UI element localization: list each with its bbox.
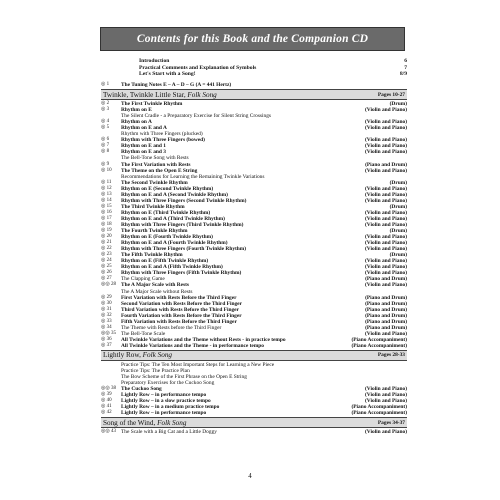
cd-track-icon: ◎ 4 (101, 119, 110, 125)
cd-track-icon: ◎ 23 (101, 252, 112, 258)
toc-entry-title: The A Major Scale without Rests (121, 288, 193, 295)
toc-entry-accompaniment: (Violin and Piano) (364, 143, 407, 150)
toc-entry-title: The Fourth Twinkle Rhythm (121, 228, 188, 235)
toc-list (101, 82, 407, 435)
cd-track-icon: ◎ 27 (101, 276, 112, 282)
toc-entry-title: Fifth Variation with Rests Before the Third Finger (121, 318, 237, 325)
page-number: 4 (248, 472, 252, 480)
section-genre: Folk Song (187, 90, 217, 99)
cd-track-icon: ◎ 19 (101, 228, 112, 234)
cd-track-icon: ◎ 17 (101, 215, 112, 221)
cd-track-icon: ◎ 41 (101, 404, 112, 410)
cd-track-icon: ◎ 18 (101, 221, 112, 227)
section-genre: Folk Song (142, 351, 173, 360)
toc-entry-title: Lightly Row – in performance tempo (121, 392, 207, 399)
toc-entry-accompaniment: (Violin and Piano) (364, 221, 407, 228)
toc-entry-title: The Clapping Game (121, 276, 165, 283)
toc-entry-title: Rhythm with Three Fingers (plucked) (121, 131, 203, 138)
toc-entry-title: Rhythm on E (Second Twinkle Rhythm) (121, 185, 214, 192)
toc-entry-accompaniment: (Violin and Piano) (364, 246, 407, 253)
toc-entry-accompaniment: (Piano and Drum) (365, 300, 407, 307)
toc-entry-accompaniment: (Piano and Drum) (365, 306, 407, 313)
cd-track-icon: ◎ 5 (101, 125, 110, 131)
cd-track-icon: ◎ 29 (101, 294, 112, 300)
toc-entry-title: Rhythm on E and 1 (121, 143, 166, 150)
toc-entry-title: The Second Twinkle Rhythm (121, 179, 188, 186)
page-title: Contents for this Book and the Companion CD (136, 33, 369, 45)
cd-track-icon: ◎ 7 (101, 143, 110, 149)
toc-row (101, 410, 407, 416)
section-genre: Folk Song (157, 418, 187, 427)
toc-entry-accompaniment: (Drum) (389, 203, 407, 210)
cd-track-icon: ◎ 3 (101, 107, 110, 113)
cd-track-icon: ◎ 11 (101, 179, 112, 185)
intro-page: 6 (404, 58, 407, 64)
toc-entry-title: Rhythm on E and A (Third Twinkle Rhythm) (121, 215, 225, 222)
intro-row (139, 65, 407, 72)
cd-track-icon: ◎ 10 (101, 167, 112, 173)
toc-entry-title: All Twinkle Variations and the Theme without Rests - in practice tempo (121, 336, 286, 343)
cd-track-icon: ◎ 13 (101, 191, 112, 197)
toc-entry-title: Practice Tips: The Practice Plan (121, 368, 190, 375)
toc-entry-accompaniment: (Violin and Piano) (364, 107, 407, 114)
toc-entry-accompaniment: (Violin and Piano) (364, 386, 407, 393)
toc-entry-title: Rhythm on E and A (Fourth Twinkle Rhythm) (121, 240, 228, 247)
toc-entry-title: The First Twinkle Rhythm (121, 101, 183, 108)
toc-entry-title: Fourth Variation with Rests Before the Third Finger (121, 312, 242, 319)
section-header (101, 417, 407, 428)
toc-entry-title: Preparatory Exercises for the Cuckoo Song (121, 380, 215, 387)
toc-entry-title: The Bow Scheme of the First Phrase on the Open E String (121, 374, 247, 381)
cd-track-icon: ◎ 30 (101, 300, 112, 306)
toc-entry-accompaniment: (Piano Accompaniment) (351, 342, 407, 349)
toc-entry-title: Rhythm with Three Fingers (Second Twinkle Rhythm) (121, 197, 247, 204)
toc-entry-accompaniment: (Violin and Piano) (364, 209, 407, 216)
toc-entry-title: Lightly Row – in performance tempo (121, 410, 207, 417)
toc-entry-title: Rhythm on E (Fifth Twinkle Rhythm) (121, 258, 209, 265)
cd-track-icon: ◎◎ 28 (101, 282, 116, 288)
cd-track-icon: ◎ 9 (101, 161, 110, 167)
toc-entry-title: Lightly Row – in a slow practice tempo (121, 398, 211, 405)
toc-entry-accompaniment: (Violin and Piano) (364, 234, 407, 241)
toc-entry-accompaniment: (Violin and Piano) (364, 282, 407, 289)
section-header (101, 350, 407, 361)
toc-entry-accompaniment: (Violin and Piano) (364, 330, 407, 337)
section-header (101, 89, 407, 100)
cd-track-icon: ◎◎ 43 (101, 429, 116, 435)
toc-entry-title: The Bell-Tone Song with Rests (121, 155, 189, 162)
cd-track-icon: ◎◎ 38 (101, 386, 116, 392)
toc-entry-title: The First Variation with Rests (121, 161, 191, 168)
toc-entry-title: The Silent Cradle - a Preparatory Exercise for Silent String Crossings (121, 113, 272, 120)
toc-entry-accompaniment: (Violin and Piano) (364, 258, 407, 265)
toc-entry-accompaniment: (Piano and Drum) (365, 276, 407, 283)
intro-label: Let's Start with a Song! (139, 71, 196, 78)
toc-entry-title: Rhythm on E (121, 107, 152, 114)
toc-entry-accompaniment: (Piano and Drum) (365, 312, 407, 319)
cd-track-icon: ◎ 8 (101, 149, 110, 155)
toc-entry-title: Second Variation with Rests Before the Third Finger (121, 300, 242, 307)
section-pages: Pages 34-37 (377, 419, 405, 426)
cd-track-icon: ◎ 14 (101, 197, 112, 203)
toc-entry-title: Lightly Row – in a medium practice tempo (121, 404, 220, 411)
section-name: Song of the Wind, (103, 418, 156, 427)
toc-entry-accompaniment: (Violin and Piano) (364, 185, 407, 192)
toc-entry-title: The Cuckoo Song (121, 386, 162, 393)
title-banner (100, 27, 405, 51)
toc-entry-title: Rhythm on E (Third Twinkle Rhythm) (121, 209, 211, 216)
toc-entry-title: The Bell-Tone Scale (121, 330, 166, 337)
intro-row (139, 58, 407, 65)
cd-track-icon: ◎ 15 (101, 203, 112, 209)
toc-entry-accompaniment: (Drum) (389, 228, 407, 235)
intro-label: Practical Comments and Explanation of Symbols (139, 64, 257, 71)
toc-entry-accompaniment: (Piano Accompaniment) (351, 336, 407, 343)
cd-track-icon: ◎ 16 (101, 209, 112, 215)
toc-entry-accompaniment: (Violin and Piano) (364, 264, 407, 271)
toc-entry-accompaniment: (Violin and Piano) (364, 137, 407, 144)
toc-entry-accompaniment: (Violin and Piano) (364, 215, 407, 222)
toc-entry-title: The Scale with a Big Cat and a Little Doggy (121, 429, 217, 436)
cd-track-icon: ◎ 31 (101, 306, 112, 312)
cd-track-icon: ◎ 40 (101, 398, 112, 404)
cd-track-icon: ◎ 2 (101, 101, 110, 107)
toc-entry-title: Rhythm with Three Fingers (Fourth Twinkle Rhythm) (121, 246, 247, 253)
toc-row (101, 429, 407, 435)
intro-page: 7 (404, 64, 407, 71)
section-title (103, 351, 172, 359)
toc-entry-title: Practice Tips: The Ten Most Important Steps for Learning a New Piece (121, 361, 275, 368)
toc-entry-title: All Twinkle Variations and the Theme - in performance tempo (121, 342, 265, 349)
toc-entry-accompaniment: (Piano Accompaniment) (351, 410, 407, 417)
section-pages: Pages 28-33 (377, 352, 405, 359)
toc-entry-accompaniment: (Violin and Piano) (364, 191, 407, 198)
toc-entry-title: Rhythm on A (121, 119, 152, 126)
toc-entry-accompaniment: (Drum) (389, 101, 407, 108)
toc-entry-title: First Variation with Rests Before the Third Finger (121, 294, 237, 301)
cd-track-icon: ◎ 37 (101, 342, 112, 348)
toc-entry-title: Rhythm with Three Fingers (Third Twinkle Rhythm) (121, 221, 244, 228)
toc-entry-title: Recommendations for Learning the Remaining Twinkle Variations (121, 173, 265, 180)
toc-entry-title: Rhythm on E and 3 (121, 149, 166, 156)
intro-row (139, 71, 407, 78)
toc-entry-accompaniment: (Piano and Drum) (365, 324, 407, 331)
toc-entry-title: The Third Twinkle Rhythm (121, 203, 185, 210)
intro-list (139, 58, 407, 78)
toc-entry-accompaniment: (Violin and Piano) (364, 270, 407, 277)
cd-track-icon: ◎ 20 (101, 234, 112, 240)
cd-track-icon: ◎ 1 (101, 82, 110, 87)
cd-track-icon: ◎ 42 (101, 410, 112, 416)
toc-row (101, 343, 407, 349)
cd-track-icon: ◎ 39 (101, 392, 112, 398)
cd-track-icon: ◎ 32 (101, 312, 112, 318)
cd-track-icon: ◎ 21 (101, 240, 112, 246)
section-pages: Pages 10-27 (377, 91, 405, 98)
toc-entry-title: Rhythm on E (Fourth Twinkle Rhythm) (121, 234, 213, 241)
toc-entry-accompaniment: (Violin and Piano) (364, 240, 407, 247)
intro-page: 8/9 (399, 71, 407, 78)
toc-entry-accompaniment: (Violin and Piano) (364, 429, 407, 436)
tuning-row (101, 82, 407, 88)
toc-entry-accompaniment: (Piano and Drum) (365, 318, 407, 325)
cd-track-icon: ◎◎ 35 (101, 330, 116, 336)
toc-entry-title: The Theme with Rests before the Third Finger (121, 324, 222, 331)
toc-entry-title: The Theme on the Open E String (121, 167, 198, 174)
cd-track-icon: ◎ 22 (101, 246, 112, 252)
toc-entry-title: Third Variation with Rests Before the Third Finger (121, 306, 239, 313)
cd-track-icon: ◎ 33 (101, 318, 112, 324)
toc-entry-title: The A Major Scale with Rests (121, 282, 190, 289)
toc-entry-title: Rhythm on E and A (Fifth Twinkle Rhythm) (121, 264, 223, 271)
toc-entry-accompaniment: (Violin and Piano) (364, 119, 407, 126)
toc-entry-accompaniment: (Violin and Piano) (364, 398, 407, 405)
section-name: Twinkle, Twinkle Little Star, (103, 90, 186, 99)
cd-track-icon: ◎ 36 (101, 336, 112, 342)
toc-entry-title: Rhythm on E and A (Second Twinkle Rhythm) (121, 191, 228, 198)
cd-track-icon: ◎ 24 (101, 258, 112, 264)
intro-label: Introduction (139, 58, 170, 64)
cd-track-icon: ◎ 12 (101, 185, 112, 191)
toc-entry-accompaniment: (Drum) (389, 179, 407, 186)
toc-entry-title: Rhythm on E and A (121, 125, 167, 132)
toc-entry-accompaniment: (Violin and Piano) (364, 125, 407, 132)
toc-entry-title: The Fifth Twinkle Rhythm (121, 252, 183, 259)
toc-entry-accompaniment: (Violin and Piano) (364, 149, 407, 156)
toc-entry-accompaniment: (Piano and Drum) (365, 294, 407, 301)
cd-track-icon: ◎ 34 (101, 324, 112, 330)
toc-entry-title: Rhythm with Three Fingers (Fifth Twinkle Rhythm) (121, 270, 242, 277)
cd-track-icon: ◎ 6 (101, 137, 110, 143)
toc-entry-accompaniment: (Violin and Piano) (364, 392, 407, 399)
toc-entry-accompaniment: (Violin and Piano) (364, 197, 407, 204)
toc-entry-accompaniment: (Piano Accompaniment) (351, 404, 407, 411)
toc-entry-title: Rhythm with Three Fingers (bowed) (121, 137, 205, 144)
cd-track-icon: ◎ 26 (101, 270, 112, 276)
cd-track-icon: ◎ 25 (101, 264, 112, 270)
section-title (103, 91, 217, 99)
section-title (103, 419, 186, 427)
tuning-label: The Tuning Notes E – A – D – G (A = 441 Hertz) (121, 82, 232, 88)
toc-entry-accompaniment: (Violin and Piano) (364, 167, 407, 174)
toc-entry-accompaniment: (Drum) (389, 252, 407, 259)
section-name: Lightly Row, (103, 351, 141, 360)
toc-entry-accompaniment: (Piano and Drum) (365, 161, 407, 168)
